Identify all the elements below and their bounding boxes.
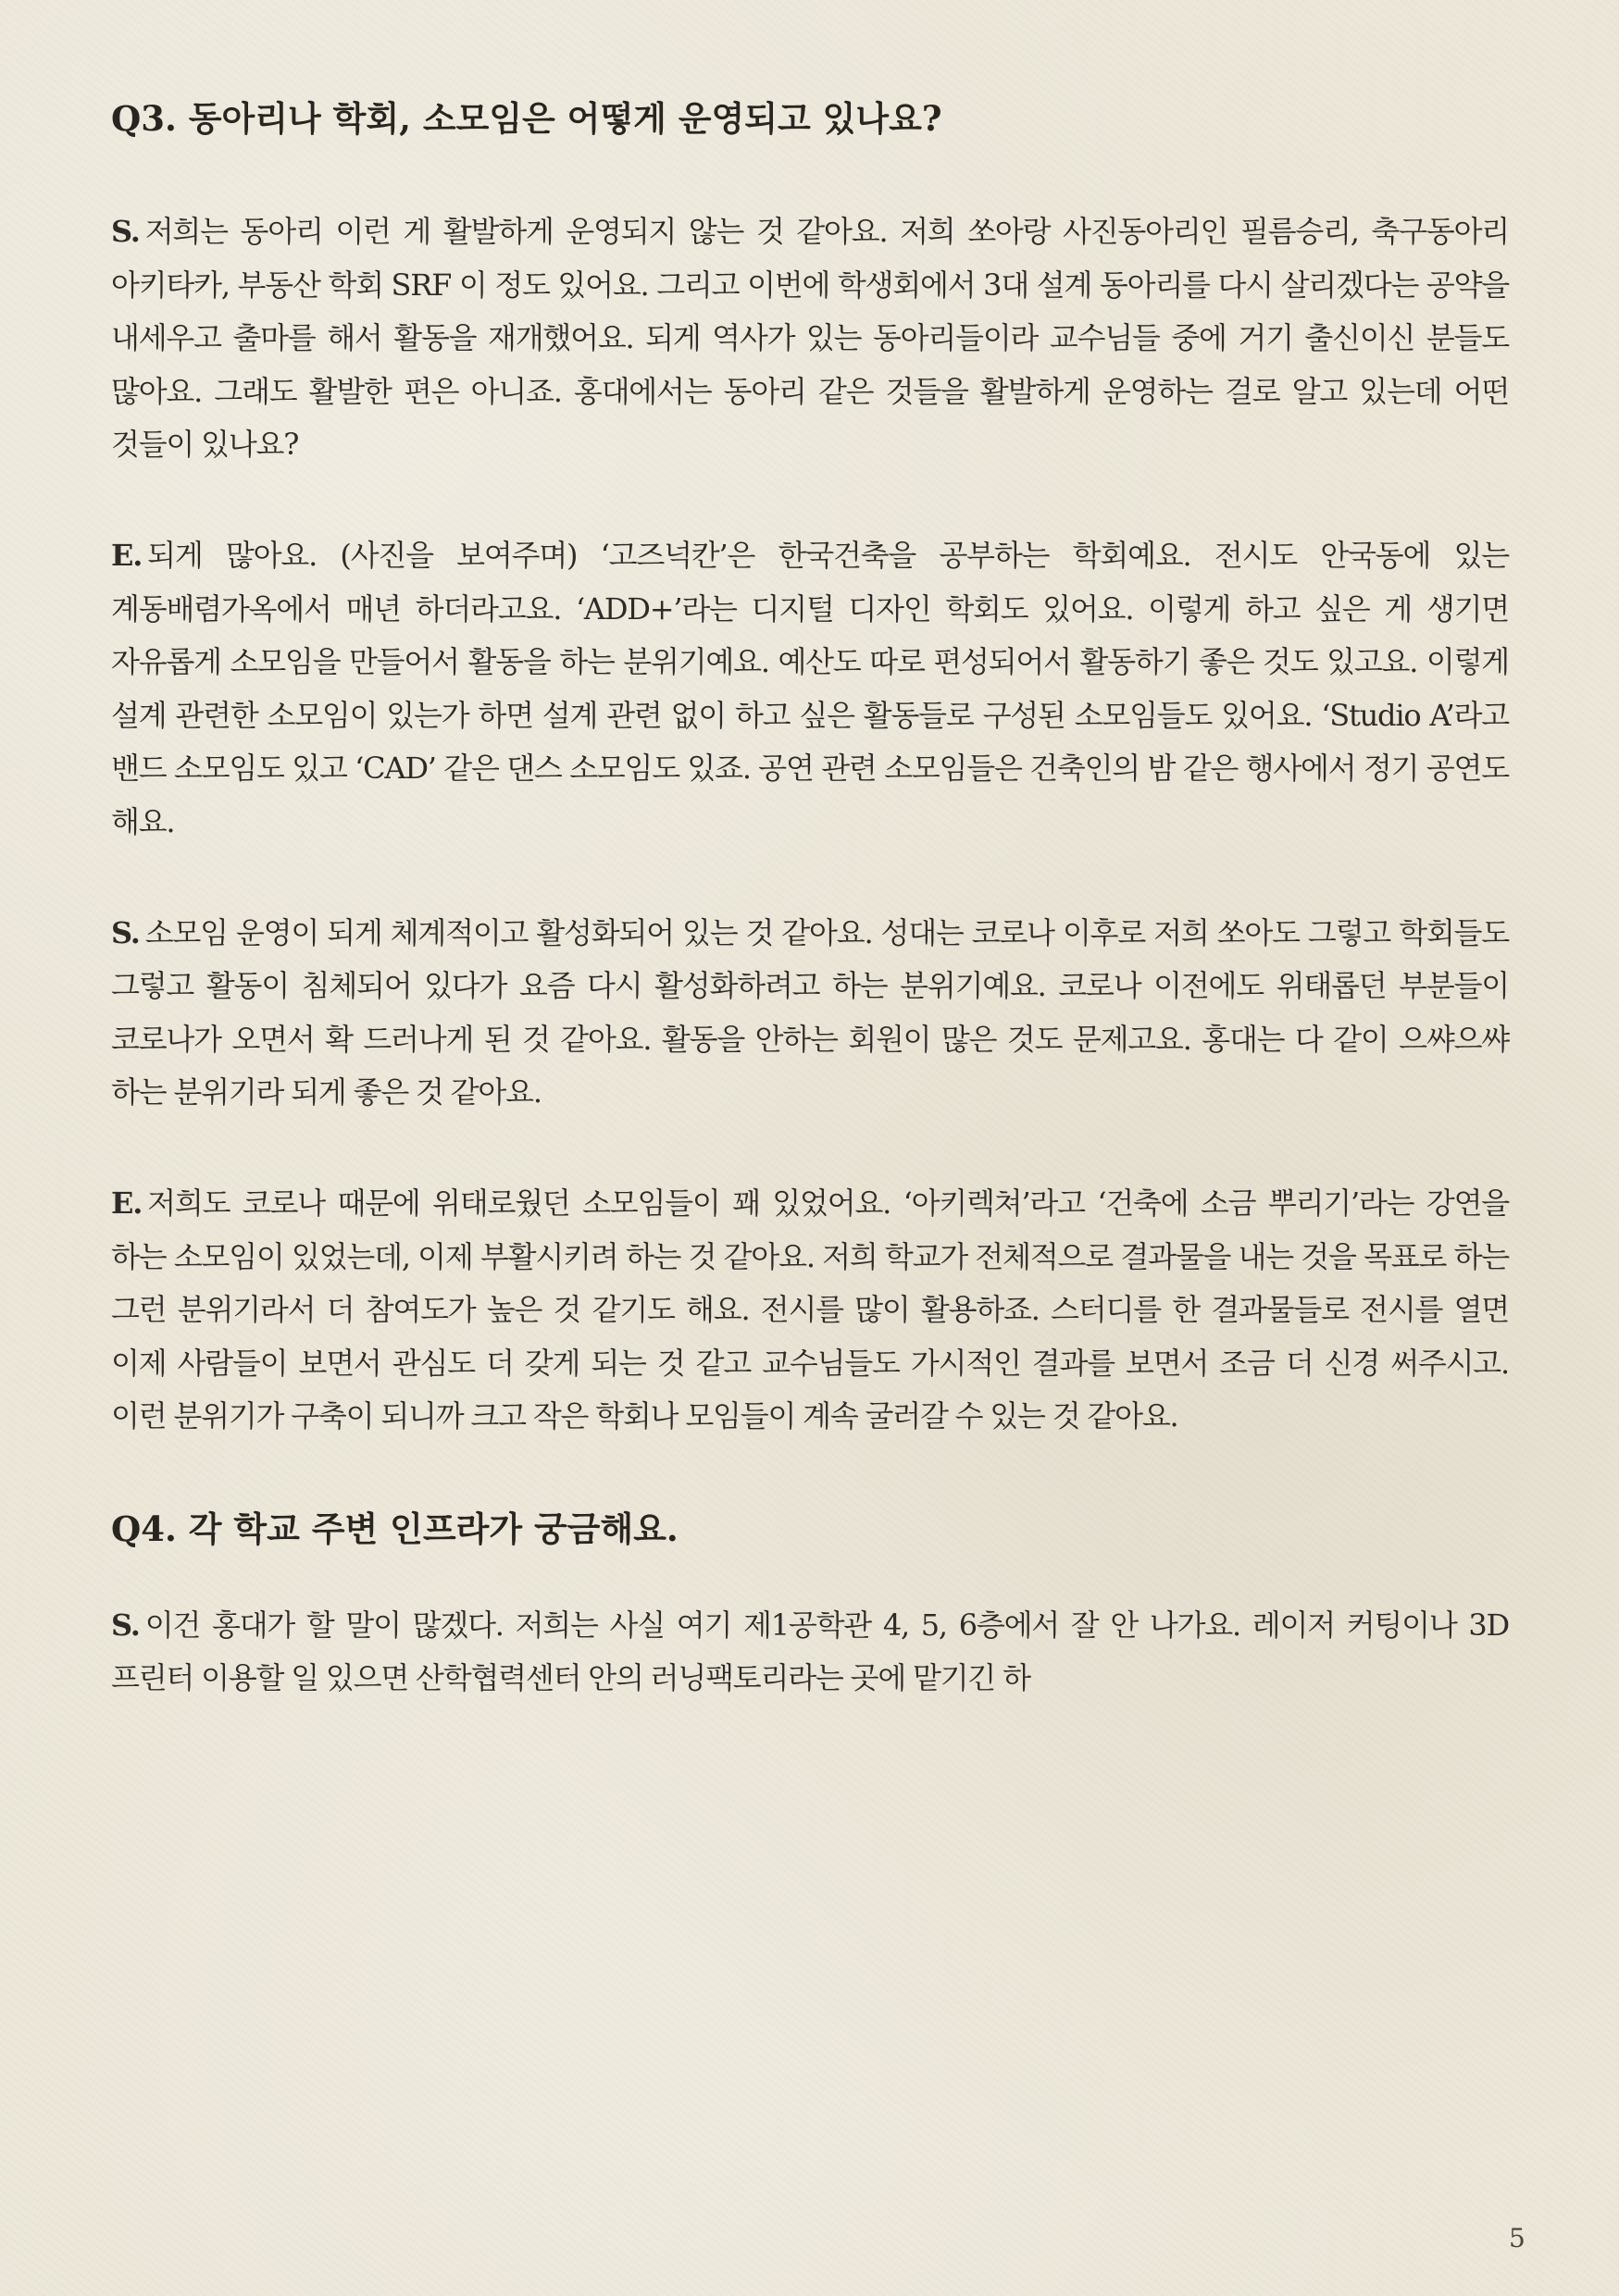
answer-paragraph — [111, 907, 1509, 1120]
speaker-label: S. — [111, 1607, 140, 1643]
answer-text: 소모임 운영이 되게 체계적이고 활성화되어 있는 것 같아요. 성대는 코로나 이후로 저희 쏘아도 그렇고 학회들도 그렇고 활동이 침체되어 있다가 요즘 다시 활성화하려고 하는 분위기예요. 코로나 이전에도 위태롭던 부분들이 코로나가 오면서 확 드러나게 된 것 같아요. 활동을 안하는 회원이 많은 것도 문제고요. 홍대는 다 같이 으쌰으쌰 하는 분위기라 되게 좋은 것 같아요. — [111, 914, 1509, 1111]
speaker-label: E. — [111, 537, 143, 573]
answer-text: 저희는 동아리 이런 게 활발하게 운영되지 않는 것 같아요. 저희 쏘아랑 사진동아리인 필름승리, 축구동아리 아키타카, 부동산 학회 SRF 이 정도 있어요. 그리고 이번에 학생회에서 3대 설계 동아리를 다시 살리겠다는 공약을 내세우고 출마를 해서 활동을 재개했어요. 되게 역사가 있는 동아리들이라 교수님들 중에 거기 출신이신 분들도 많아요. 그래도 활발한 편은 아니죠. 홍대에서는 동아리 같은 것들을 활발하게 운영하는 걸로 알고 있는데 어떤 것들이 있나요? — [111, 214, 1509, 463]
page-number: 5 — [1509, 2223, 1526, 2253]
answer-paragraph — [111, 529, 1509, 850]
speaker-label: S. — [111, 214, 140, 249]
question-heading-q3: Q3. 동아리나 학회, 소모임은 어떻게 운영되고 있나요? — [111, 98, 942, 139]
answer-text: 되게 많아요. (사진을 보여주며) ‘고즈넉칸’은 한국건축을 공부하는 학회예요. 전시도 안국동에 있는 계동배렴가옥에서 매년 하더라고요. ‘ADD+’라는 디지털 디자인 학회도 있어요. 이렇게 하고 싶은 게 생기면 자유롭게 소모임을 만들어서 활동을 하는 분위기예요. 예산도 따로 편성되어서 활동하기 좋은 것도 있고요. 이렇게 설계 관련한 소모임이 있는가 하면 설계 관련 없이 하고 싶은 활동들로 구성된 소모임들도 있어요. ‘Studio A’라고 밴드 소모임도 있고 ‘CAD’ 같은 댄스 소모임도 있죠. 공연 관련 소모임들은 건축인의 밤 같은 행사에서 정기 공연도 해요. — [111, 537, 1509, 839]
document-page — [111, 89, 1509, 1746]
speaker-label: S. — [111, 914, 140, 950]
question-heading-q4: Q4. 각 학교 주변 인프라가 궁금해요. — [111, 1508, 679, 1549]
answer-text: 이건 홍대가 할 말이 많겠다. 저희는 사실 여기 제1공학관 4, 5, 6층에서 잘 안 나가요. 레이저 커팅이나 3D 프린터 이용할 일 있으면 산학협력센터 안의 러닝팩토리라는 곳에 맡기긴 하 — [111, 1607, 1509, 1696]
answer-paragraph — [111, 1177, 1509, 1444]
answer-paragraph — [111, 1599, 1509, 1706]
answer-paragraph — [111, 205, 1509, 472]
answer-text: 저희도 코로나 때문에 위태로웠던 소모임들이 꽤 있었어요. ‘아키렉쳐’라고 ‘건축에 소금 뿌리기’라는 강연을 하는 소모임이 있었는데, 이제 부활시키려 하는 것 같아요. 저희 학교가 전체적으로 결과물을 내는 것을 목표로 하는 그런 분위기라서 더 참여도가 높은 것 같기도 해요. 전시를 많이 활용하죠. 스터디를 한 결과물들로 전시를 열면 이제 사람들이 보면서 관심도 더 갖게 되는 것 같고 교수님들도 가시적인 결과를 보면서 조금 더 신경 써주시고. 이런 분위기가 구축이 되니까 크고 작은 학회나 모임들이 계속 굴러갈 수 있는 것 같아요. — [111, 1185, 1509, 1434]
speaker-label: E. — [111, 1185, 143, 1221]
